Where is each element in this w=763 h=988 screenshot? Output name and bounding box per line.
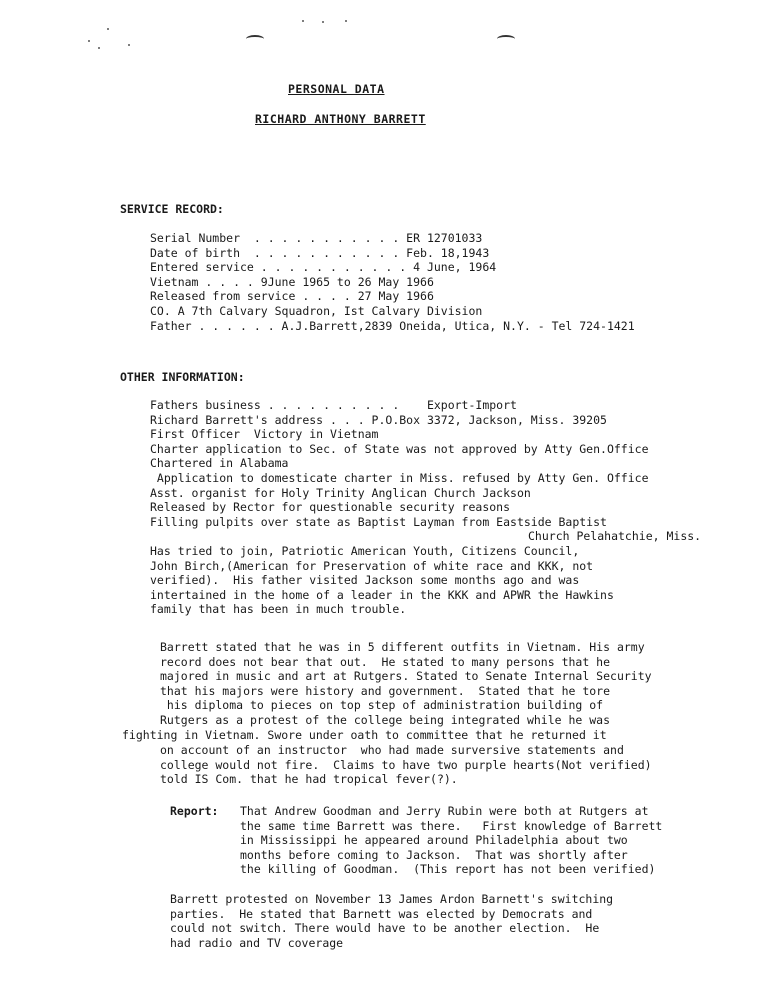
outdented-line: fighting in Vietnam. Swore under oath to committee that he returned it [122,728,607,742]
report-line: the killing of Goodman. (This report has not been verified) [240,862,656,877]
outfits-paragraph-tail [160,743,652,787]
service-record-list [150,231,635,333]
paragraph-line: majored in music and art at Rutgers. Stated to Senate Internal Security [160,669,652,684]
paragraph-line: told IS Com. that he had tropical fever(?). [160,772,458,787]
other-information-heading: OTHER INFORMATION: [120,370,245,384]
protest-paragraph [170,892,613,950]
service-line: CO. A 7th Calvary Squadron, Ist Calvary Division [150,303,483,318]
paragraph-line: college would not fire. Claims to have two purple hearts(Not verified) [160,757,652,772]
scan-speck [128,44,130,46]
report-label: Report: [170,804,219,818]
info-line: verified). His father visited Jackson some months ago and was [150,573,580,588]
info-line: Asst. organist for Holy Trinity Anglican Church Jackson [150,485,531,500]
outfits-paragraph [160,640,652,728]
scan-speck [98,47,100,49]
paragraph-line: Barrett protested on November 13 James Ardon Barnett's switching [170,892,614,906]
info-line: First Officer Victory in Vietnam [150,427,379,442]
info-line: Charter application to Sec. of State was not approved by Atty Gen.Office [150,441,649,456]
service-line: Serial Number . . . . . . . . . . . ER 12701033 [150,231,483,245]
info-line: John Birch,(American for Preservation of white race and KKK, not [150,558,594,573]
service-line: Father . . . . . . A.J.Barrett,2839 Oneida, Utica, N.Y. - Tel 724-1421 [150,318,635,333]
report-line: the same time Barrett was there. First knowledge of Barrett [240,818,663,833]
service-line: Vietnam . . . . 9June 1965 to 26 May 1966 [150,274,434,289]
info-line: Released by Rector for questionable security reasons [150,500,511,515]
scan-speck [107,28,109,30]
service-line: Date of birth . . . . . . . . . . . Feb. 18,1943 [150,245,490,260]
report-text [240,804,662,877]
paragraph-line: Barrett stated that he was in 5 different outfits in Vietnam. His army [160,640,645,654]
paragraph-line: record does not bear that out. He stated to many persons that he [160,654,611,669]
other-information-list [150,398,701,617]
scan-speck [345,20,347,22]
service-line: Released from service . . . . 27 May 1966 [150,289,434,304]
scan-mark [497,35,515,43]
info-line: Application to domesticate charter in Miss. refused by Atty Gen. Office [150,470,649,485]
scan-speck [322,21,324,23]
service-record-heading: SERVICE RECORD: [120,202,224,216]
scan-mark [246,35,264,43]
info-line: Fathers business . . . . . . . . . . Export-Import [150,398,517,412]
paragraph-line: had radio and TV coverage [170,935,344,950]
report-line: months before coming to Jackson. That was shortly after [240,847,628,862]
report-line: in Mississippi he appeared around Philadelphia about two [240,833,628,848]
report-line: That Andrew Goodman and Jerry Rubin were both at Rutgers at [240,804,649,818]
service-line: Entered service . . . . . . . . . . . 4 June, 1964 [150,260,497,275]
subject-name: RICHARD ANTHONY BARRETT [255,112,426,126]
document-title: PERSONAL DATA [288,82,385,96]
paragraph-line: that his majors were history and government. Stated that he tore [160,683,611,698]
paragraph-line: Rutgers as a protest of the college being integrated while he was [160,712,611,727]
scan-speck [88,40,90,42]
info-line: Richard Barrett's address . . . P.O.Box 3372, Jackson, Miss. 39205 [150,412,607,427]
paragraph-line: his diploma to pieces on top step of administration building of [160,698,604,713]
scan-speck [302,20,304,22]
paragraph-line: could not switch. There would have to be another election. He [170,921,600,936]
info-line: family that has been in much trouble. [150,602,407,617]
paragraph-line: parties. He stated that Barnett was elected by Democrats and [170,906,593,921]
info-line: Has tried to join, Patriotic American Youth, Citizens Council, [150,543,580,558]
info-line: Chartered in Alabama [150,456,289,471]
info-line: intertained in the home of a leader in the KKK and APWR the Hawkins [150,587,614,602]
info-line: Filling pulpits over state as Baptist Layman from Eastside Baptist [150,514,607,529]
paragraph-line: on account of an instructor who had made surversive statements and [160,743,624,757]
info-line: Church Pelahatchie, Miss. [528,529,702,544]
